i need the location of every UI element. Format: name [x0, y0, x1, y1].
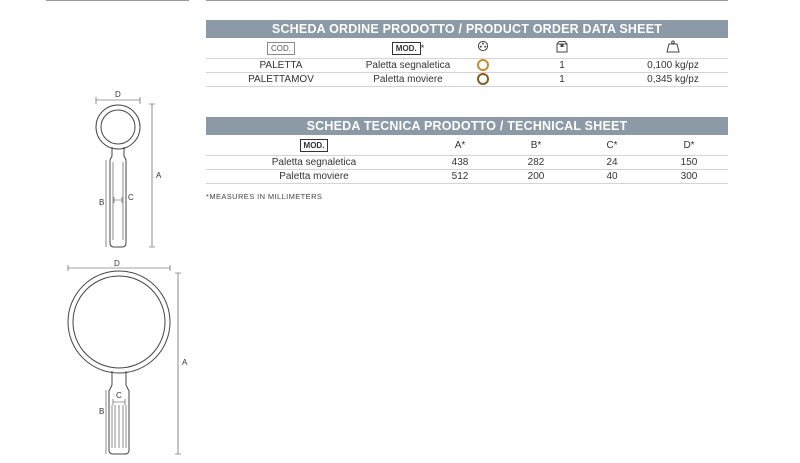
- order-sheet-title: SCHEDA ORDINE PRODOTTO / PRODUCT ORDER DATA SHEET: [206, 20, 728, 38]
- dim-label-c: C: [128, 193, 134, 202]
- order-row: PALETTA Paletta segnaletica 1 0,100 kg/pz: [206, 59, 728, 73]
- top-rule-right: [206, 0, 728, 1]
- package-box-icon: [555, 40, 569, 53]
- tech-table-header: MOD. A* B* C* D*: [206, 135, 728, 156]
- color-swatch: [477, 73, 489, 85]
- tech-sheet-title: SCHEDA TECNICA PRODOTTO / TECHNICAL SHEET: [206, 117, 728, 135]
- dim-label-c: C: [116, 391, 122, 400]
- tech-row: Paletta moviere 512 200 40 300: [206, 170, 728, 184]
- dim-label-d: D: [114, 259, 120, 268]
- dim-label-b: B: [99, 407, 105, 416]
- paletta-segnaletica-drawing: [96, 97, 155, 247]
- order-data-sheet: [206, 20, 728, 87]
- order-table: [206, 38, 728, 87]
- dim-label-a: A: [156, 171, 162, 180]
- tech-table: [206, 135, 728, 184]
- tech-row: Paletta segnaletica 438 282 24 150: [206, 156, 728, 170]
- technical-sheet: [206, 117, 728, 184]
- cod-label: COD.: [267, 42, 295, 55]
- technical-drawings: [0, 0, 200, 463]
- dim-label-d: D: [115, 90, 121, 99]
- color-swatch: [477, 59, 489, 71]
- mod-label: MOD.: [300, 139, 329, 152]
- mod-label: MOD.: [392, 42, 421, 55]
- dim-label-b: B: [99, 198, 105, 207]
- color-wheel-icon: [477, 40, 489, 52]
- weight-icon: [666, 40, 680, 53]
- order-table-header: COD. MOD. *: [206, 38, 728, 59]
- dim-label-a: A: [182, 358, 188, 367]
- order-row: PALETTAMOV Paletta moviere 1 0,345 kg/pz: [206, 73, 728, 87]
- paletta-moviere-drawing: [68, 265, 181, 454]
- measures-note: *MEASURES IN MILLIMETERS: [206, 192, 323, 201]
